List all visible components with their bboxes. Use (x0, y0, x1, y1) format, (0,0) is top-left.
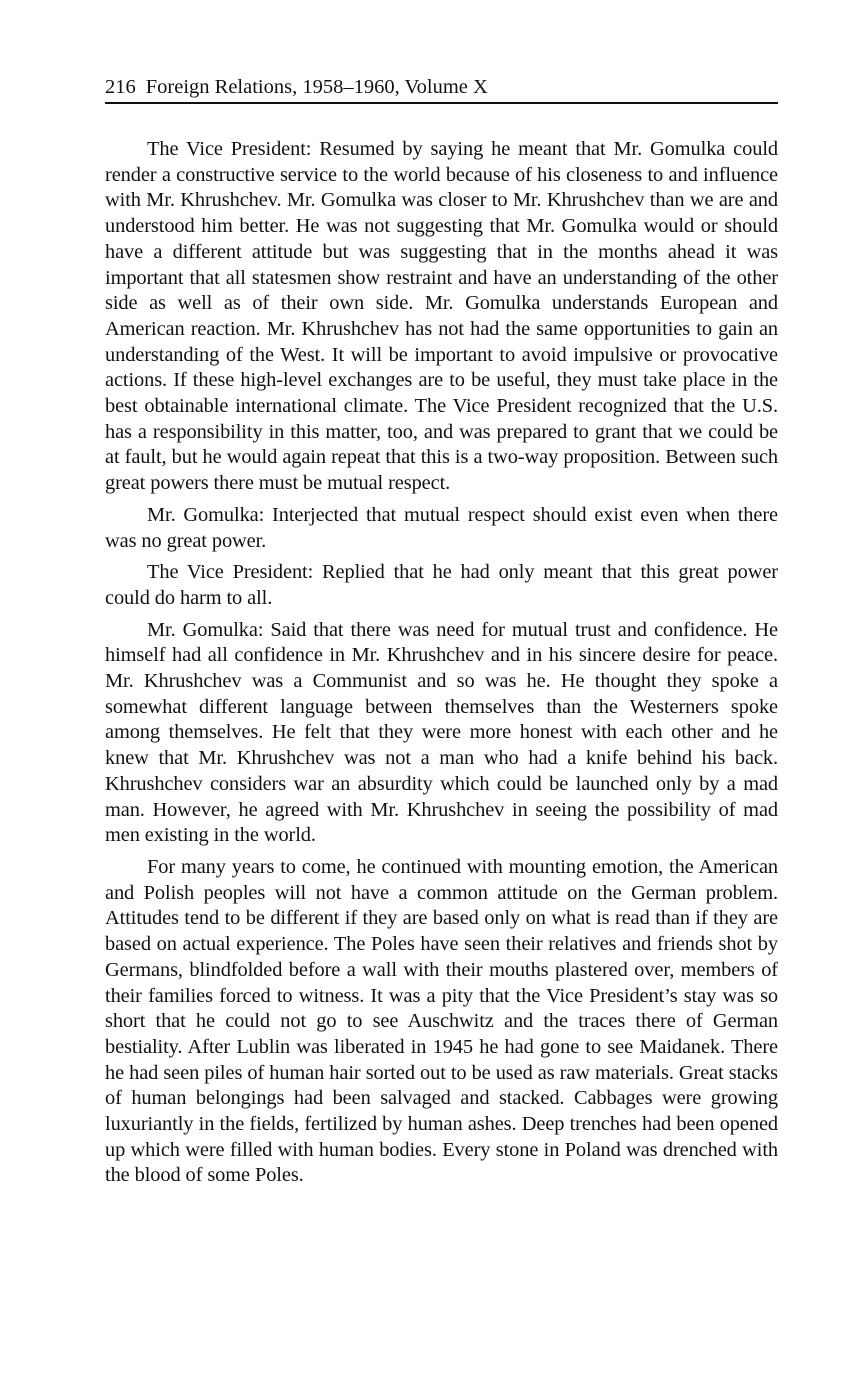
page-number: 216 (105, 76, 136, 98)
paragraph-german-problem: For many years to come, he continued with mounting emotion, the American and Polish peoples will not have a common attitude on the German problem. Attitudes tend to be different if they are based only on what is read than if they are based on actual experience. The Poles have seen their relatives and friends shot by Germans, blindfolded before a wall with their mouths plastered over, members of their families forced to witness. It was a pity that the Vice President’s stay was so short that he could not go to see Auschwitz and the traces there of German bestiality. After Lublin was liberated in 1945 he had gone to see Maidanek. There he had seen piles of human hair sorted out to be used as raw materials. Great stacks of human belongings had been salvaged and stacked. Cabbages were growing luxuriantly in the fields, fertilized by human ashes. Deep trenches had been opened up which were filled with human bodies. Every stone in Poland was drenched with the blood of some Poles. (105, 855, 778, 1187)
paragraph-vice-president-replied: The Vice President: Replied that he had only meant that this great power could do harm to all. (105, 561, 778, 609)
body-text (105, 137, 778, 1189)
document-page (105, 74, 778, 1195)
paragraph-vice-president-resumed: The Vice President: Resumed by saying he meant that Mr. Gomulka could render a constructive service to the world because of his closeness to and influence with Mr. Khrushchev. Mr. Gomulka was closer to Mr. Khrushchev than we are and understood him better. He was not suggesting that Mr. Gomulka would or should have a different attitude but was suggesting that in the months ahead it was important that all statesmen show restraint and have an understanding of the other side as well as of their own side. Mr. Gomulka understands European and American reaction. Mr. Khrushchev has not had the same opportunities to gain an understanding of the West. It will be important to avoid impulsive or provocative actions. If these high-level exchanges are to be useful, they must take place in the best obtainable international climate. The Vice President recognized that the U.S. has a responsibility in this matter, too, and was prepared to grant that we could be at fault, but he would again repeat that this is a two-way proposition. Between such great powers there must be mutual respect. (105, 138, 778, 495)
volume-title: Foreign Relations, 1958–1960, Volume X (145, 76, 488, 98)
running-head (105, 74, 778, 104)
paragraph-gomulka-interjected: Mr. Gomulka: Interjected that mutual respect should exist even when there was no great power. (105, 503, 778, 552)
paragraph-gomulka-said: Mr. Gomulka: Said that there was need for mutual trust and confidence. He himself had all confidence in Mr. Khrushchev and in his sincere desire for peace. Mr. Khrushchev was a Communist and so was he. He thought they spoke a somewhat different language between themselves than the Westerners spoke among themselves. He felt that they were more honest with each other and he knew that Mr. Khrushchev was not a man who had a knife behind his back. Khrushchev considers war an absurdity which could be launched only by a mad man. However, he agreed with Mr. Khrushchev in seeing the possibility of mad men existing in the world. (105, 618, 778, 847)
